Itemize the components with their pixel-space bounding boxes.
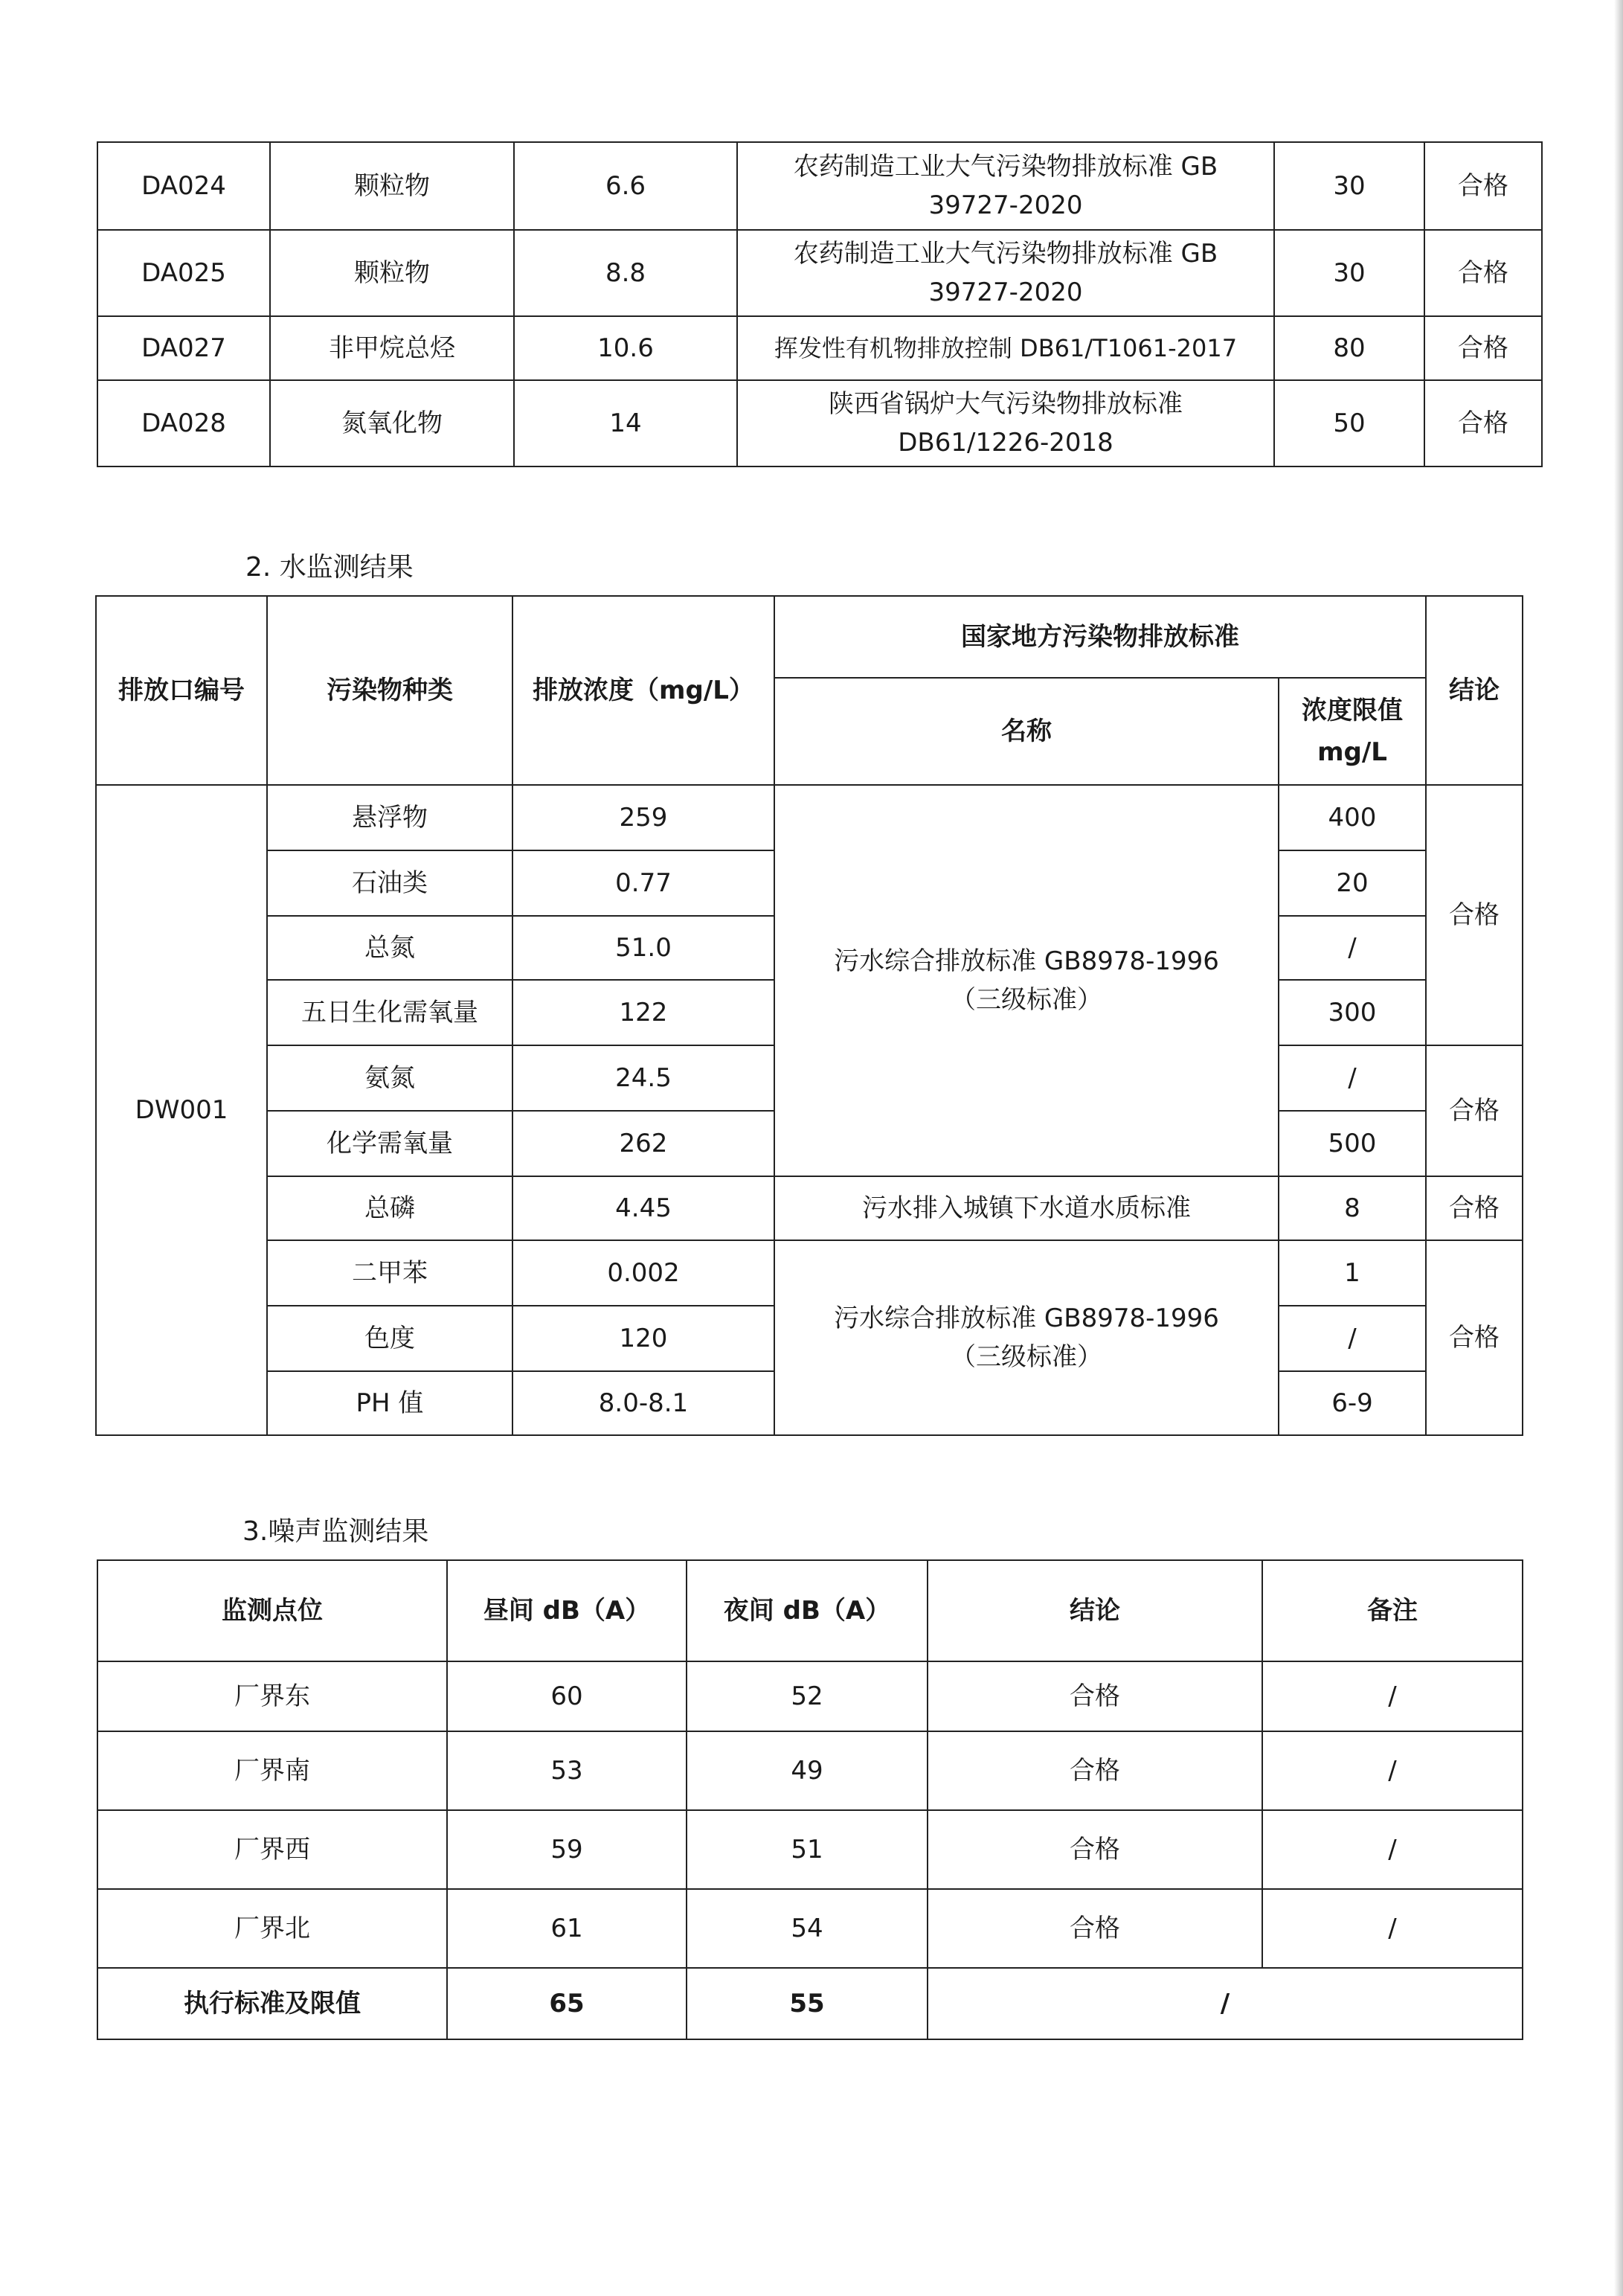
table-row xyxy=(97,1731,1523,1810)
limit-cell: / xyxy=(1279,1306,1426,1371)
concentration-cell: 262 xyxy=(512,1111,774,1176)
pollutant-cell: 颗粒物 xyxy=(270,142,514,230)
standard-group-header: 国家地方污染物排放标准 xyxy=(774,596,1426,678)
concentration-cell: 6.6 xyxy=(514,142,737,230)
table-row xyxy=(97,1661,1523,1731)
limit-header xyxy=(1279,678,1426,785)
conclusion-cell: 合格 xyxy=(928,1810,1262,1889)
table-row xyxy=(97,380,1542,466)
night-header: 夜间 dB（A） xyxy=(687,1560,928,1661)
point-header: 监测点位 xyxy=(97,1560,447,1661)
day-cell: 61 xyxy=(447,1889,687,1968)
water-section-title: 2. 水监测结果 xyxy=(245,552,414,583)
outlet-cell: DA025 xyxy=(97,230,270,316)
limit-cell: 6-9 xyxy=(1279,1371,1426,1435)
standard-line: 陕西省锅炉大气污染物排放标准 xyxy=(829,389,1183,419)
standard-cell xyxy=(774,1240,1279,1435)
conclusion-header: 结论 xyxy=(1426,596,1523,785)
header-row xyxy=(97,1560,1523,1661)
standard-line: 农药制造工业大气污染物排放标准 GB xyxy=(793,239,1218,269)
conclusion-cell: 合格 xyxy=(928,1731,1262,1810)
night-cell: 51 xyxy=(687,1810,928,1889)
concentration-cell: 14 xyxy=(514,380,737,466)
pollutant-cell: 总磷 xyxy=(267,1176,512,1240)
limit-cell: 300 xyxy=(1279,980,1426,1045)
table-row xyxy=(97,316,1542,380)
pollutant-cell: 氮氧化物 xyxy=(270,380,514,466)
noise-section-title: 3.噪声监测结果 xyxy=(242,1516,429,1547)
concentration-cell: 4.45 xyxy=(512,1176,774,1240)
night-cell: 49 xyxy=(687,1731,928,1810)
conclusion-cell: 合格 xyxy=(1426,1045,1523,1176)
table-row xyxy=(97,1889,1523,1968)
remark-header: 备注 xyxy=(1262,1560,1523,1661)
concentration-cell: 51.0 xyxy=(512,916,774,980)
conclusion-cell: 合格 xyxy=(1424,380,1542,466)
pollutant-cell: 二甲苯 xyxy=(267,1240,512,1306)
standard-line: 污水综合排放标准 GB8978-1996 xyxy=(834,946,1219,976)
concentration-cell: 10.6 xyxy=(514,316,737,380)
conclusion-cell: 合格 xyxy=(928,1889,1262,1968)
limit-cell: 500 xyxy=(1279,1111,1426,1176)
concentration-cell: 8.0-8.1 xyxy=(512,1371,774,1435)
conclusion-cell: 合格 xyxy=(1426,1176,1523,1240)
standard-rest-cell: / xyxy=(928,1968,1523,2039)
limit-cell: 20 xyxy=(1279,850,1426,916)
standard-line: （三级标准） xyxy=(951,1342,1102,1372)
conclusion-cell: 合格 xyxy=(1426,785,1523,1045)
remark-cell: / xyxy=(1262,1661,1523,1731)
standard-label-cell: 执行标准及限值 xyxy=(97,1968,447,2039)
table-row xyxy=(96,1240,1523,1306)
point-cell: 厂界东 xyxy=(97,1661,447,1731)
concentration-cell: 259 xyxy=(512,785,774,850)
pollutant-cell: 五日生化需氧量 xyxy=(267,980,512,1045)
day-header: 昼间 dB（A） xyxy=(447,1560,687,1661)
limit-cell: / xyxy=(1279,916,1426,980)
point-cell: 厂界西 xyxy=(97,1810,447,1889)
table-row xyxy=(96,785,1523,850)
pollutant-cell: 颗粒物 xyxy=(270,230,514,316)
standard-line: （三级标准） xyxy=(951,985,1102,1015)
conclusion-cell: 合格 xyxy=(1424,230,1542,316)
remark-cell: / xyxy=(1262,1731,1523,1810)
conclusion-cell: 合格 xyxy=(928,1661,1262,1731)
air-monitoring-table xyxy=(97,141,1543,467)
night-limit-cell: 55 xyxy=(687,1968,928,2039)
standard-line: 农药制造工业大气污染物排放标准 GB xyxy=(793,152,1218,182)
conclusion-cell: 合格 xyxy=(1424,316,1542,380)
table-row xyxy=(96,1176,1523,1240)
concentration-cell: 0.77 xyxy=(512,850,774,916)
standard-cell xyxy=(774,785,1279,1176)
pollutant-cell: 总氮 xyxy=(267,916,512,980)
limit-cell: 1 xyxy=(1279,1240,1426,1306)
standard-row xyxy=(97,1968,1523,2039)
pollutant-cell: 非甲烷总烃 xyxy=(270,316,514,380)
night-cell: 52 xyxy=(687,1661,928,1731)
noise-monitoring-table xyxy=(97,1559,1523,2040)
limit-header-line: 浓度限值 xyxy=(1302,696,1403,725)
pollutant-cell: PH 值 xyxy=(267,1371,512,1435)
pollutant-cell: 氨氮 xyxy=(267,1045,512,1111)
conclusion-cell: 合格 xyxy=(1424,142,1542,230)
outlet-cell: DA027 xyxy=(97,316,270,380)
concentration-cell: 0.002 xyxy=(512,1240,774,1306)
day-cell: 60 xyxy=(447,1661,687,1731)
day-limit-cell: 65 xyxy=(447,1968,687,2039)
pollutant-cell: 色度 xyxy=(267,1306,512,1371)
limit-header-unit: mg/L xyxy=(1317,737,1387,767)
limit-cell: 30 xyxy=(1274,142,1424,230)
standard-cell: 挥发性有机物排放控制 DB61/T1061-2017 xyxy=(737,316,1274,380)
standard-cell xyxy=(737,230,1274,316)
header-row xyxy=(96,596,1523,678)
concentration-cell: 120 xyxy=(512,1306,774,1371)
pollutant-header: 污染物种类 xyxy=(267,596,512,785)
standard-cell xyxy=(737,142,1274,230)
limit-cell: 400 xyxy=(1279,785,1426,850)
conclusion-cell: 合格 xyxy=(1426,1240,1523,1435)
limit-cell: 8 xyxy=(1279,1176,1426,1240)
standard-line: 39727-2020 xyxy=(928,190,1083,220)
point-cell: 厂界南 xyxy=(97,1731,447,1810)
point-cell: 厂界北 xyxy=(97,1889,447,1968)
pollutant-cell: 悬浮物 xyxy=(267,785,512,850)
table-row xyxy=(97,230,1542,316)
standard-cell xyxy=(737,380,1274,466)
outlet-cell: DA028 xyxy=(97,380,270,466)
day-cell: 53 xyxy=(447,1731,687,1810)
standard-cell: 污水排入城镇下水道水质标准 xyxy=(774,1176,1279,1240)
outlet-cell: DA024 xyxy=(97,142,270,230)
outlet-cell: DW001 xyxy=(96,785,267,1435)
standard-name-header: 名称 xyxy=(774,678,1279,785)
limit-cell: 50 xyxy=(1274,380,1424,466)
night-cell: 54 xyxy=(687,1889,928,1968)
standard-line: DB61/1226-2018 xyxy=(898,428,1113,458)
day-cell: 59 xyxy=(447,1810,687,1889)
standard-line: 污水综合排放标准 GB8978-1996 xyxy=(834,1303,1219,1333)
standard-line: 39727-2020 xyxy=(928,278,1083,307)
outlet-header: 排放口编号 xyxy=(96,596,267,785)
pollutant-cell: 化学需氧量 xyxy=(267,1111,512,1176)
concentration-cell: 8.8 xyxy=(514,230,737,316)
scan-edge-shadow xyxy=(1614,0,1623,2296)
conclusion-header: 结论 xyxy=(928,1560,1262,1661)
limit-cell: 30 xyxy=(1274,230,1424,316)
water-monitoring-table xyxy=(95,595,1523,1436)
table-row xyxy=(97,142,1542,230)
remark-cell: / xyxy=(1262,1889,1523,1968)
pollutant-cell: 石油类 xyxy=(267,850,512,916)
limit-cell: 80 xyxy=(1274,316,1424,380)
limit-cell: / xyxy=(1279,1045,1426,1111)
concentration-cell: 122 xyxy=(512,980,774,1045)
concentration-cell: 24.5 xyxy=(512,1045,774,1111)
table-row xyxy=(97,1810,1523,1889)
concentration-header: 排放浓度（mg/L） xyxy=(512,596,774,785)
remark-cell: / xyxy=(1262,1810,1523,1889)
